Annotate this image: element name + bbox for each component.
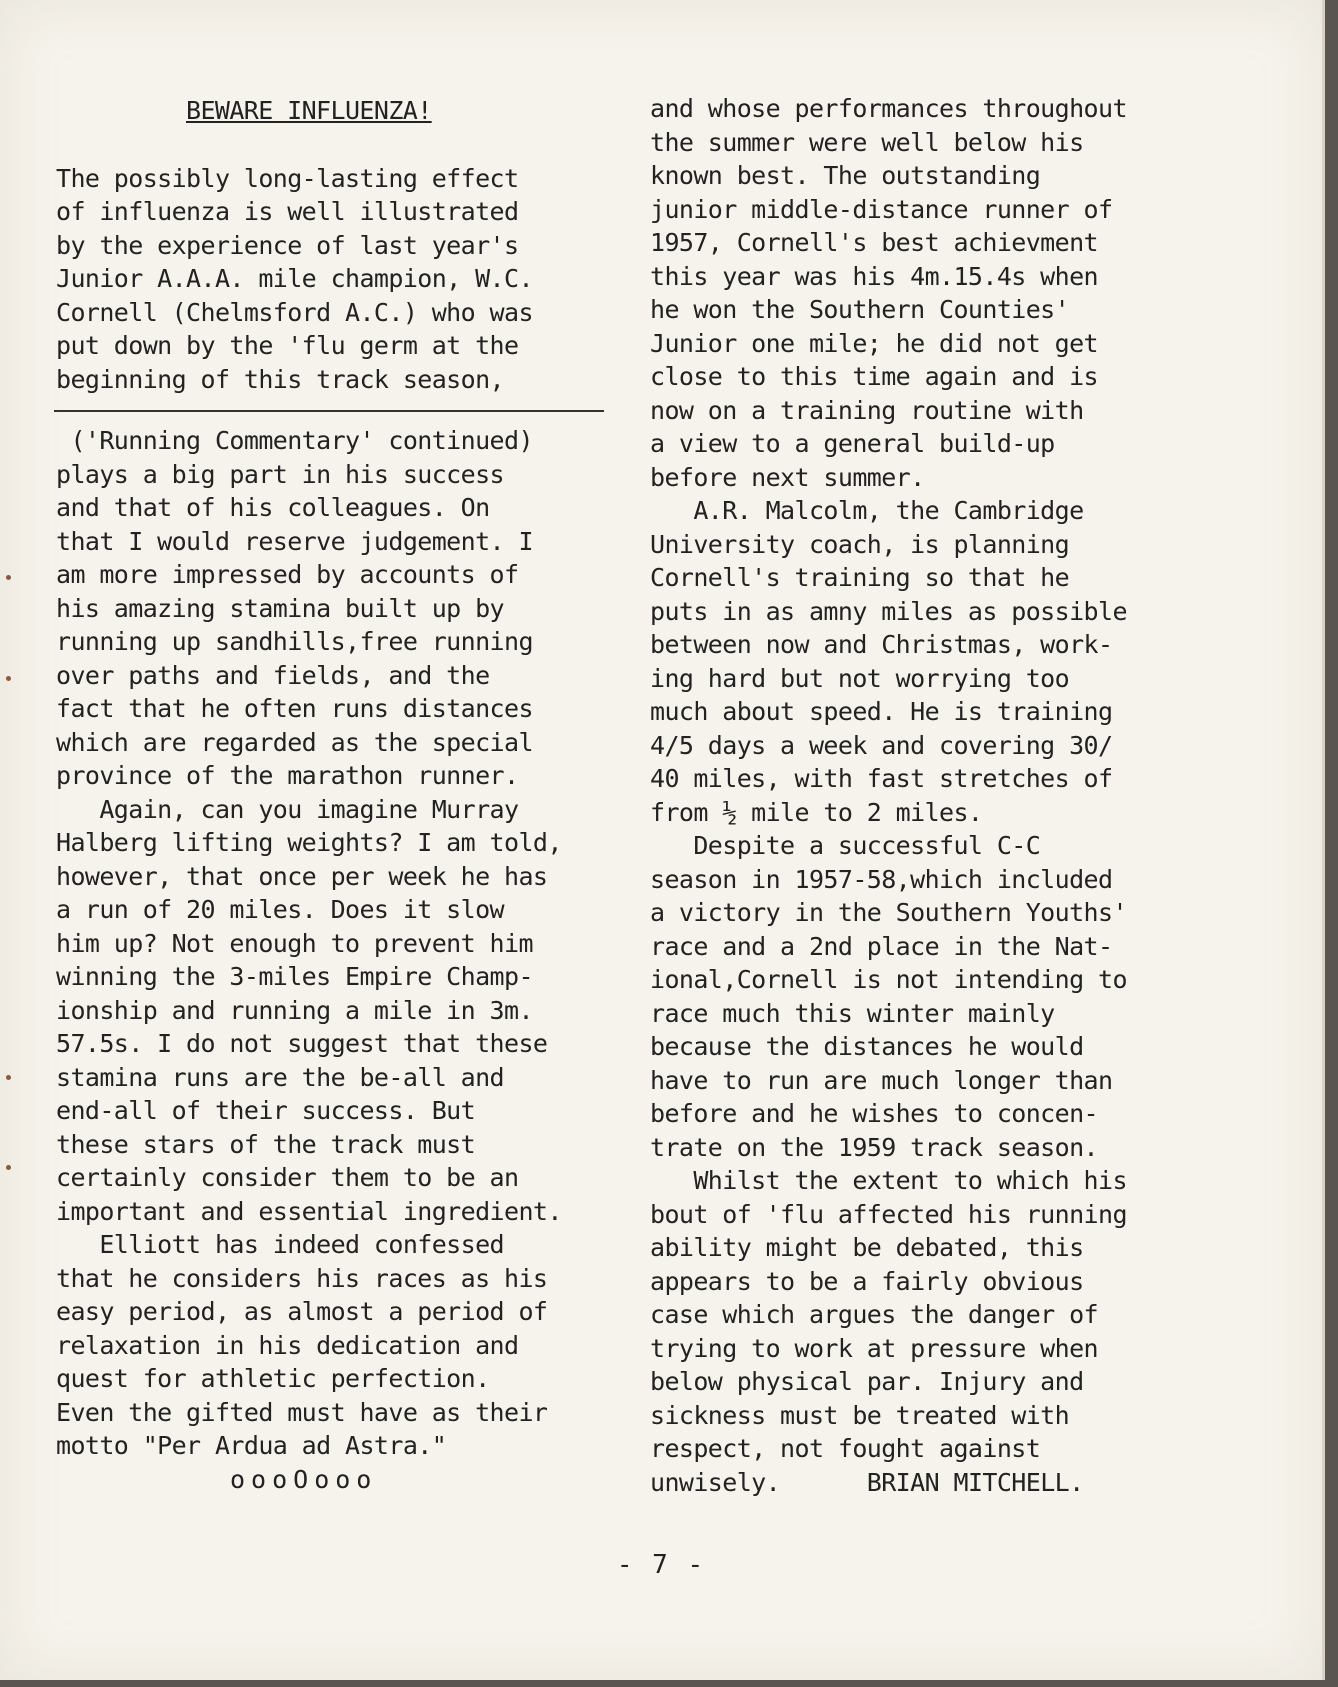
page-edge-mark — [6, 1165, 11, 1170]
text-line: trate on the 1959 track season. — [650, 1132, 1098, 1162]
text-line: end-all of their success. But — [56, 1096, 476, 1125]
text-line: by the experience of last year's — [56, 230, 519, 260]
text-line: running up sandhills,free running — [56, 627, 533, 656]
page-number: - 7 - — [616, 1550, 706, 1580]
text-line: plays a big part in his success — [56, 459, 504, 489]
text-line: 40 miles, with fast stretches of — [650, 764, 1113, 793]
text-line: over paths and fields, and the — [56, 660, 490, 690]
text-line: and whose performances throughout — [650, 94, 1127, 123]
text-line: below physical par. Injury and — [650, 1367, 1084, 1396]
influenza-article — [56, 162, 636, 397]
text-line: sickness must be treated with — [650, 1400, 1070, 1430]
text-line: he won the Southern Counties' — [650, 295, 1070, 324]
page-edge-mark — [6, 1075, 11, 1080]
text-line: which are regarded as the special — [56, 727, 533, 757]
text-line: Halberg lifting weights? I am told, — [56, 828, 562, 857]
commentary-continuation — [56, 424, 636, 1496]
text-line: Whilst the extent to which his — [650, 1166, 1127, 1195]
section-separator: oooOooo — [230, 1464, 378, 1494]
text-line: race and a 2nd place in the Nat- — [650, 931, 1113, 961]
text-line: relaxation in his dedication and — [56, 1330, 519, 1360]
left-column — [56, 94, 636, 1496]
text-line: put down by the 'flu germ at the — [56, 331, 519, 360]
text-line: beginning of this track season, — [56, 364, 504, 394]
text-line: these stars of the track must — [56, 1129, 476, 1159]
text-line: him up? Not enough to prevent him — [56, 928, 533, 958]
text-line: Cornell (Chelmsford A.C.) who was — [56, 297, 533, 327]
text-line: am more impressed by accounts of — [56, 560, 519, 589]
closing-line — [650, 1466, 1210, 1500]
text-line: ing hard but not worrying too — [650, 663, 1070, 693]
article-heading: BEWARE INFLUENZA! — [186, 96, 432, 125]
text-line: ionship and running a mile in 3m. — [56, 995, 533, 1025]
text-line: a victory in the Southern Youths' — [650, 898, 1127, 927]
text-line: a view to a general build-up — [650, 429, 1055, 458]
text-line: 4/5 days a week and covering 30/ — [650, 730, 1113, 760]
right-column — [650, 92, 1210, 1499]
text-line: that I would reserve judgement. I — [56, 526, 533, 556]
text-line: case which argues the danger of — [650, 1300, 1098, 1329]
text-line: close to this time again and is — [650, 362, 1098, 391]
text-line: his amazing stamina built up by — [56, 593, 504, 623]
text-line: quest for athletic perfection. — [56, 1364, 490, 1393]
text-line: ('Running Commentary' continued) — [56, 426, 533, 455]
text-line: respect, not fought against — [650, 1434, 1041, 1463]
text-line: Despite a successful C-C — [650, 831, 1041, 860]
text-line: because the distances he would — [650, 1032, 1084, 1061]
page-edge-mark — [6, 676, 11, 681]
text-line: from ½ mile to 2 miles. — [650, 797, 983, 827]
text-line: and that of his colleagues. On — [56, 493, 490, 522]
text-line: of influenza is well illustrated — [56, 197, 519, 226]
text-line: before and he wishes to concen- — [650, 1099, 1098, 1128]
text-line: junior middle-distance runner of — [650, 194, 1113, 224]
text-line: stamina runs are the be-all and — [56, 1062, 504, 1092]
text-line: much about speed. He is training — [650, 697, 1113, 726]
text-line: however, that once per week he has — [56, 861, 548, 891]
text-line: Cornell's training so that he — [650, 563, 1070, 592]
text-line: ability might be debated, this — [650, 1233, 1084, 1262]
text-line: motto "Per Ardua ad Astra." — [56, 1431, 447, 1460]
text-line: 57.5s. I do not suggest that these — [56, 1029, 548, 1058]
text-line: Junior one mile; he did not get — [650, 328, 1098, 358]
text-line: now on a training routine with — [650, 395, 1084, 425]
last-line-text: unwisely. — [650, 1467, 781, 1497]
text-line: The possibly long-lasting effect — [56, 163, 519, 193]
text-line: certainly consider them to be an — [56, 1163, 519, 1192]
text-line: easy period, as almost a period of — [56, 1297, 548, 1326]
text-line: fact that he often runs distances — [56, 694, 533, 723]
text-line: race much this winter mainly — [650, 998, 1055, 1028]
text-line: winning the 3-miles Empire Champ- — [56, 962, 533, 991]
text-line: ional,Cornell is not intending to — [650, 965, 1127, 994]
text-line: puts in as amny miles as possible — [650, 596, 1127, 626]
text-line: season in 1957-58,which included — [650, 864, 1113, 894]
text-line: between now and Christmas, work- — [650, 630, 1113, 659]
text-line: Junior A.A.A. mile champion, W.C. — [56, 264, 533, 293]
author-signature: BRIAN MITCHELL. — [866, 1467, 1084, 1497]
text-line: Again, can you imagine Murray — [56, 794, 519, 824]
text-line: before next summer. — [650, 462, 925, 492]
text-line: have to run are much longer than — [650, 1065, 1113, 1095]
section-divider — [54, 410, 604, 412]
text-line: Elliott has indeed confessed — [56, 1230, 504, 1259]
text-line: a run of 20 miles. Does it slow — [56, 895, 504, 924]
text-line: that he considers his races as his — [56, 1263, 548, 1293]
text-line: this year was his 4m.15.4s when — [650, 261, 1098, 291]
text-line: Even the gifted must have as their — [56, 1397, 548, 1427]
text-line: trying to work at pressure when — [650, 1333, 1098, 1363]
text-line: important and essential ingredient. — [56, 1196, 562, 1226]
text-line: province of the marathon runner. — [56, 761, 519, 790]
page-edge-mark — [6, 575, 11, 580]
text-line: bout of 'flu affected his running — [650, 1199, 1127, 1229]
text-line: known best. The outstanding — [650, 161, 1041, 190]
text-line: A.R. Malcolm, the Cambridge — [650, 496, 1084, 525]
text-line: 1957, Cornell's best achievment — [650, 228, 1098, 257]
text-line: University coach, is planning — [650, 529, 1070, 559]
text-line: appears to be a fairly obvious — [650, 1266, 1084, 1296]
text-line: the summer were well below his — [650, 127, 1084, 157]
